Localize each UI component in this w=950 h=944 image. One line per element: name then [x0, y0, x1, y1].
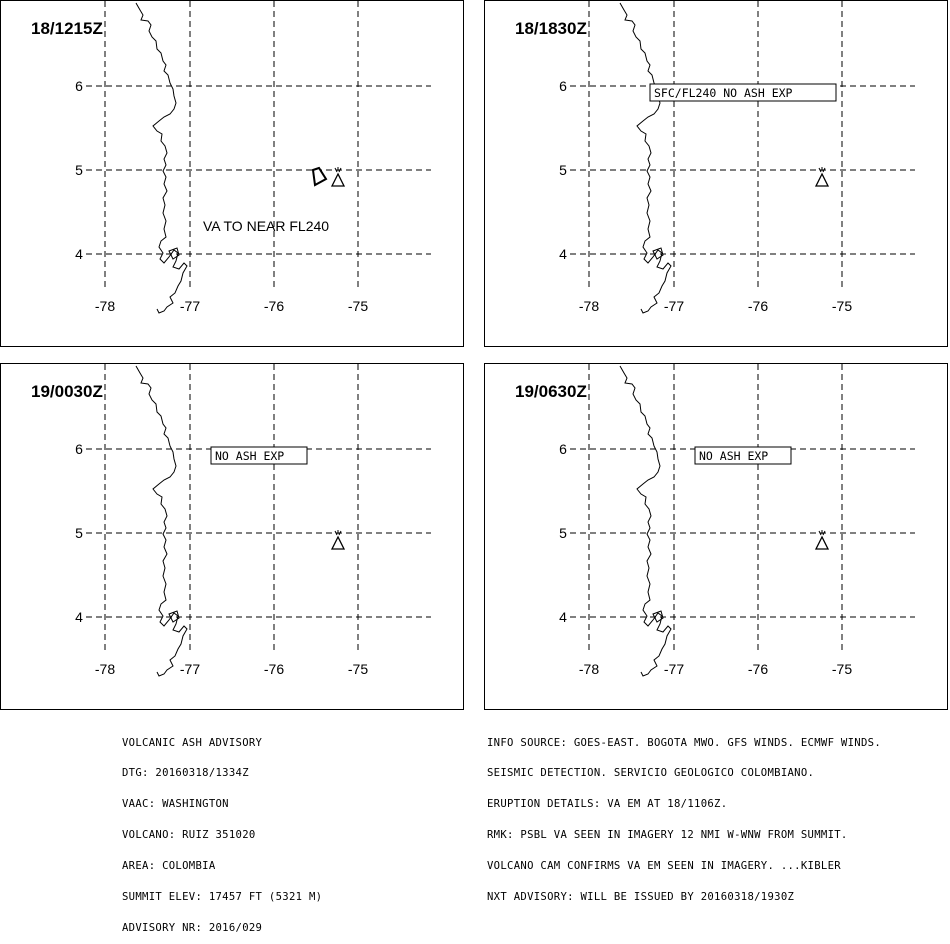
panel-time-label: 18/1215Z — [31, 19, 103, 38]
advisory-line: VOLCANO: RUIZ 351020 — [122, 829, 256, 842]
panel-time-label: 19/0630Z — [515, 382, 587, 401]
volcano-triangle-icon — [816, 530, 828, 549]
volcano-triangle-icon — [332, 530, 344, 549]
latitude-tick-label: 4 — [559, 246, 567, 262]
longitude-tick-label: -75 — [347, 661, 369, 677]
longitude-tick-label: -77 — [663, 661, 685, 677]
longitude-tick-label: -78 — [578, 661, 600, 677]
map-canvas — [1, 364, 464, 710]
longitude-tick-label: -75 — [831, 298, 853, 314]
map-canvas — [485, 1, 948, 347]
info-line: SEISMIC DETECTION. SERVICIO GEOLOGICO COLOMBIANO. — [487, 767, 815, 780]
latitude-tick-label: 6 — [559, 441, 567, 457]
advisory-header-block — [122, 717, 322, 944]
advisory-line: VAAC: WASHINGTON — [122, 798, 229, 811]
map-canvas — [1, 1, 464, 347]
longitude-tick-label: -76 — [747, 661, 769, 677]
longitude-tick-label: -75 — [831, 661, 853, 677]
advisory-line: AREA: COLOMBIA — [122, 860, 216, 873]
ash-cloud-polygon — [313, 168, 326, 185]
info-line: ERUPTION DETAILS: VA EM AT 18/1106Z. — [487, 798, 728, 811]
panel-time-label: 18/1830Z — [515, 19, 587, 38]
ash-status-label: SFC/FL240 NO ASH EXP — [654, 86, 793, 100]
longitude-tick-label: -76 — [263, 661, 285, 677]
longitude-tick-label: -75 — [347, 298, 369, 314]
longitude-tick-label: -77 — [179, 298, 201, 314]
advisory-line: VOLCANIC ASH ADVISORY — [122, 736, 263, 749]
volcano-triangle-icon — [816, 167, 828, 186]
latitude-tick-label: 5 — [559, 162, 567, 178]
latitude-tick-label: 6 — [75, 441, 83, 457]
latitude-tick-label: 5 — [559, 525, 567, 541]
latitude-tick-label: 4 — [75, 246, 83, 262]
ash-status-label: NO ASH EXP — [699, 449, 769, 463]
forecast-panel-3 — [0, 363, 464, 710]
coastline — [136, 3, 187, 313]
info-line: INFO SOURCE: GOES-EAST. BOGOTA MWO. GFS WINDS. ECMWF WINDS. — [487, 736, 881, 749]
info-line: VOLCANO CAM CONFIRMS VA EM SEEN IN IMAGERY. ...KIBLER — [487, 860, 841, 873]
volcano-triangle-icon — [332, 167, 344, 186]
coastline — [136, 366, 187, 676]
coastline — [620, 3, 671, 313]
latitude-tick-label: 6 — [559, 78, 567, 94]
latitude-tick-label: 5 — [75, 162, 83, 178]
coastline — [620, 366, 671, 676]
longitude-tick-label: -77 — [179, 661, 201, 677]
forecast-panel-1 — [0, 0, 464, 347]
ash-annotation: VA TO NEAR FL240 — [203, 218, 330, 234]
advisory-info-block — [487, 717, 881, 913]
longitude-tick-label: -78 — [94, 661, 116, 677]
latitude-tick-label: 4 — [559, 609, 567, 625]
latitude-tick-label: 5 — [75, 525, 83, 541]
advisory-line: SUMMIT ELEV: 17457 FT (5321 M) — [122, 891, 323, 904]
latitude-tick-label: 6 — [75, 78, 83, 94]
panel-time-label: 19/0030Z — [31, 382, 103, 401]
advisory-line: ADVISORY NR: 2016/029 — [122, 921, 263, 934]
info-line: RMK: PSBL VA SEEN IN IMAGERY 12 NMI W-WNW FROM SUMMIT. — [487, 829, 848, 842]
longitude-tick-label: -76 — [263, 298, 285, 314]
info-line: NXT ADVISORY: WILL BE ISSUED BY 20160318/1930Z — [487, 891, 795, 904]
longitude-tick-label: -78 — [578, 298, 600, 314]
longitude-tick-label: -76 — [747, 298, 769, 314]
forecast-panel-2 — [484, 0, 948, 347]
latitude-tick-label: 4 — [75, 609, 83, 625]
advisory-line: DTG: 20160318/1334Z — [122, 767, 249, 780]
map-canvas — [485, 364, 948, 710]
forecast-panel-4 — [484, 363, 948, 710]
longitude-tick-label: -78 — [94, 298, 116, 314]
ash-status-label: NO ASH EXP — [215, 449, 285, 463]
longitude-tick-label: -77 — [663, 298, 685, 314]
